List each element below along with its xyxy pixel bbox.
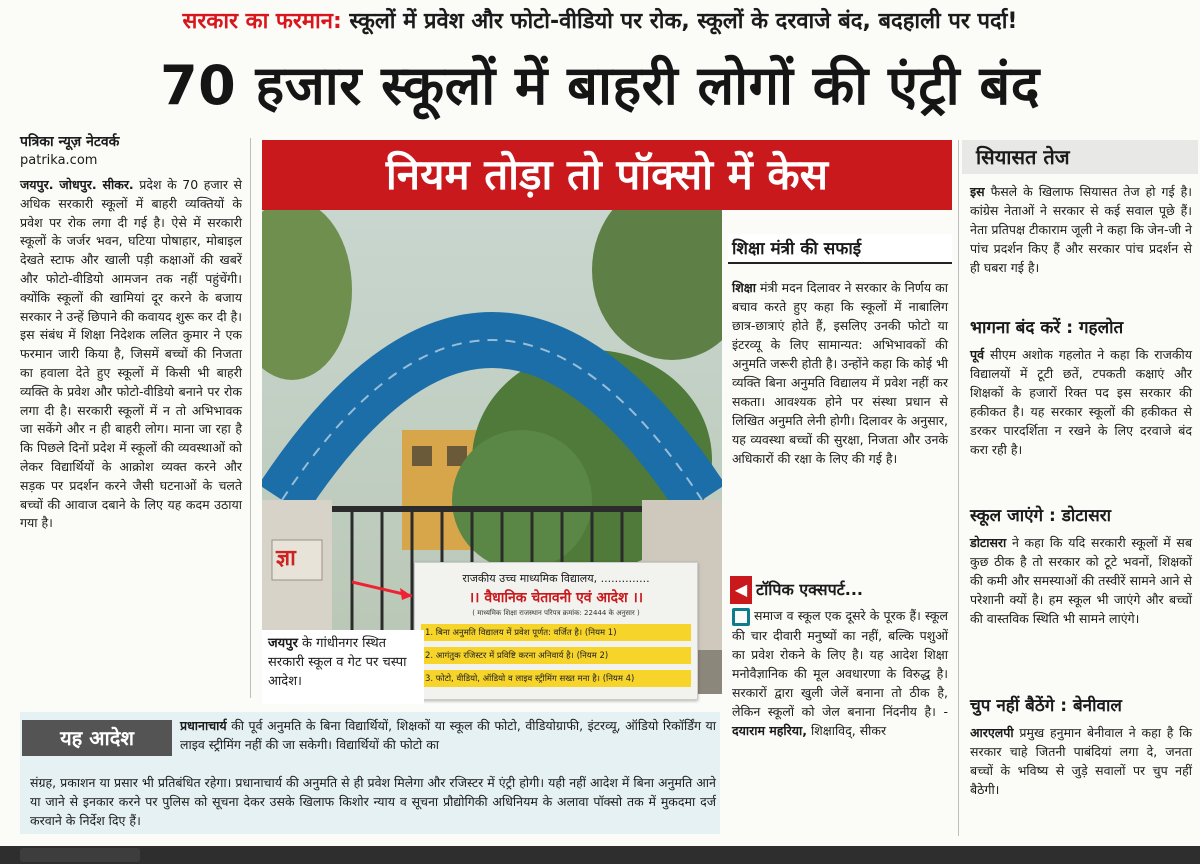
gehlot-body: सीएम अशोक गहलोत ने कहा कि राजकीय विद्यालयों में टूटी छतें, टपकती कक्षाएं और शिक्षकों के हजारों रिक्त पद इस सरकार की हकीकत है। यह सरकार स्कूलों की हकीकत से डरकर पारदर्शिता न रखने के लिए दरवाजे बंद करा रही है। [970,347,1192,457]
notice-subtitle: ( माध्यमिक शिक्षा राजस्थान परिपत्र क्रमांक: 22444 के अनुसार ) [472,609,640,617]
kicker-label: सरकार का फरमान: [182,9,342,34]
banner-headline: नियम तोड़ा तो पॉक्सो में केस [262,140,952,210]
politics-intro [970,182,1192,277]
beniwal-body: प्रमुख हनुमान बेनीवाल ने कहा है कि सरकार चाहे जितनी पाबंदियां लगा दे, जनता बच्चों के भविष्य से जुड़े सवालों पर चुप नहीं बैठेगी। [970,725,1192,797]
order-label: यह आदेश [22,720,172,756]
dotasara-article [970,533,1192,628]
gehlot-article [970,345,1192,459]
caption-place: जयपुर [268,636,298,651]
politics-intro-lead: इस [970,184,985,199]
topic-expert-title: टॉपिक एक्सपर्ट... [756,580,863,599]
lead-body: प्रदेश के 70 हजार से अधिक सरकारी स्कूलों में बाहरी व्यक्तियों के प्रवेश पर रोक लगा दी गई है। ऐसे में सरकारी स्कूलों के जर्जर भवन, घटिया पोषाहार, मोबाइल देखते स्टाफ और खाली पड़ी कक्षाओं की खबरें और फोटो-वीडियो आमजन तक नहीं पहुंचेंगी। क्योंकि स्कूलों की खामियां दूर करने के बजाय सरकार ने उन्हें छिपाने की कवायद शुरू कर दी है। इस संबंध में शिक्षा निदेशक ललित कुमार ने एक फरमान जारी किया है, जिसमें बच्चों की निजता का हवाला देते हुए स्कूलों में किसी भी बाहरी व्यक्ति के प्रवेश और फोटो-वीडियो बनाने पर रोक लगा दी है। सरकारी स्कूलों में न तो अभिभावक जा सकेंगे और न ही बाहरी लोग। माना जा रहा है कि पिछले दिनों प्रदेश में स्कूलों की व्यवस्थाओं को लेकर विद्यार्थियों के आक्रोश व्यक्त करने और सड़क पर प्रदर्शन करने जैसी घटनाओं के चलते बच्चों की आवाज दबाने के लिए यह कदम उठाया गया है। [20,177,242,531]
notice-rule: 1. बिना अनुमति विद्यालय में प्रवेश पूर्णत: वर्जित है। (नियम 1) [421,624,691,641]
expert-article [732,606,948,740]
quote-icon [732,608,750,626]
posted-notice [414,562,698,700]
gehlot-lead: पूर्व [970,347,985,362]
beniwal-lead: आरएलपी [970,725,1014,740]
topic-marker-icon: ◀ [730,576,752,604]
caption-text: के गांधीनगर स्थित सरकारी स्कूल व गेट पर चस्पा आदेश। [268,636,407,689]
expert-role: शिक्षाविद्, सीकर [811,722,887,738]
kicker-line [0,0,1200,44]
gehlot-heading: भागना बंद करें : गहलोत [970,318,1124,338]
column-divider [958,140,959,836]
column-divider [250,138,251,698]
notice-rule: 2. आगंतुक रजिस्टर में प्रविष्टि करना अनिवार्य है। (नियम 2) [421,647,691,664]
order-lead: प्रधानाचार्य [180,718,227,733]
svg-text:ज्ञा: ज्ञा [276,546,296,571]
byline-agency: पत्रिका न्यूज़ नेटवर्क [20,134,120,150]
minister-heading: शिक्षा मंत्री की सफाई [728,234,952,264]
minister-article [732,278,948,468]
footer-logo [20,848,140,862]
beniwal-article [970,723,1192,799]
minister-lead-word: शिक्षा [732,280,756,295]
photo-caption [262,630,424,704]
beniwal-heading: चुप नहीं बैठेंगे : बेनीवाल [970,696,1122,716]
notice-school: राजकीय उच्च माध्यमिक विद्यालय, .............. [462,572,650,585]
lead-article [20,176,242,533]
byline-url: patrika.com [20,153,98,168]
order-text1: की पूर्व अनुमति के बिना विद्यार्थियों, शिक्षकों या स्कूल की फोटो, वीडियोग्राफी, इंटरव्यू, ऑडियो रिकॉर्डिंग या लाइव स्ट्रीमिंग नहीं की जा सकेगी। विद्यार्थियों की फोटो का [180,718,716,752]
dotasara-lead: डोटासरा [970,535,1007,550]
politics-intro-body: फैसले के खिलाफ सियासत तेज हो गई है। कांग्रेस नेताओं ने सरकार से कई सवाल पूछे हैं। नेता प्रतिपक्ष टीकाराम जूली ने कहा कि जेन-जी ने पांच प्रदर्शन किए हैं और सरकार पांच प्रदर्शन से ही घबरा गई है। [970,184,1192,275]
minister-body: मंत्री मदन दिलावर ने सरकार के निर्णय का बचाव करते हुए कहा कि स्कूलों में नाबालिग छात्र-छात्राएं होते हैं, इसलिए उनकी फोटो या इंटरव्यू के लिए सामान्यत: अभिभावकों की अनुमति जरूरी होती है। उन्होंने कहा कि कोई भी व्यक्ति बिना अनुमति विद्यालय में प्रवेश नहीं कर सकता। आवश्यक होने पर संस्था प्रधान से लिखित अनुमति लेनी होगी। दिलावर के अनुसार, यह व्यवस्था बच्चों की सुरक्षा, निजता और उनके अधिकारों की रक्षा के लिए की गई है। [732,280,948,466]
expert-author: दयाराम महरिया, [732,722,808,738]
notice-rule: 3. फोटो, वीडियो, ऑडियो व लाइव स्ट्रीमिंग सख्त मना है। (नियम 4) [421,670,691,687]
footer-strip [0,846,1200,864]
notice-title: ।। वैधानिक चेतावनी एवं आदेश ।। [468,590,644,606]
byline [20,132,240,168]
dotasara-body: ने कहा कि यदि सरकारी स्कूलों में सब कुछ ठीक है तो सरकार को टूटे भवनों, शिक्षकों की कमी और समस्याओं की तस्वीरें सामने आने से परेशानी क्यों है। हम स्कूल भी जाएंगे और बच्चों की वास्तविक स्थिति भी सामने लाएंगे। [970,535,1192,626]
expert-body: समाज व स्कूल एक दूसरे के पूरक हैं। स्कूल की चार दीवारी मनुष्यों का नहीं, बल्कि पशुओं का प्रवेश रोकने के लिए है। यह आदेश शिक्षा मनोवैज्ञानिक की मूल अवधारणा के विरुद्ध है। सरकारों द्वारा खुली जेलें बनाना तो ठीक है, लेकिन स्कूलों को जेल बनाना निंदनीय है। - [732,608,948,719]
order-text-top [180,716,716,754]
topic-expert-heading [730,576,952,604]
dotasara-heading: स्कूल जाएंगे : डोटासरा [970,506,1112,526]
kicker-text: स्कूलों में प्रवेश और फोटो-वीडियो पर रोक, स्कूलों के दरवाजे बंद, बदहाली पर पर्दा! [349,9,1018,34]
politics-heading: सियासत तेज [962,140,1198,174]
main-headline: 70 हजार स्कूलों में बाहरी लोगों की एंट्री बंद [160,54,1040,117]
lead-dateline: जयपुर. जोधपुर. सीकर. [20,177,134,192]
order-text-bottom: संग्रह, प्रकाशन या प्रसार भी प्रतिबंधित रहेगा। प्रधानाचार्य की अनुमति से ही प्रवेश मिलेगा और रजिस्टर में एंट्री होगी। यही नहीं आदेश में बिना अनुमति आने या जाने से इनकार करने पर पुलिस को सूचना देकर उसके खिलाफ किशोर न्याय व सूचना प्रौद्योगिकी अधिनियम के अलावा पॉक्सो तक में मुकदमा दर्ज करवाने के निर्देश दिए हैं। [30,775,716,828]
